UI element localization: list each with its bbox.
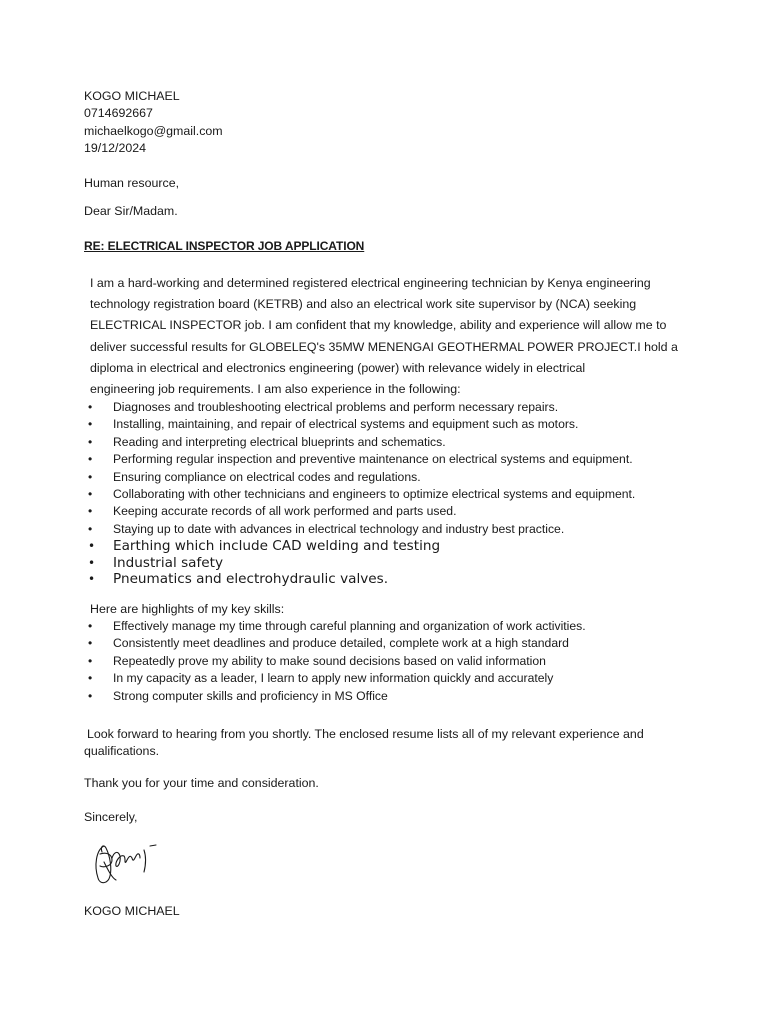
closing-line: qualifications. [84,744,160,758]
list-item: • Keeping accurate records of all work performed and parts used. [84,503,635,520]
signature-image [90,840,160,888]
intro-line: I am a hard-working and determined registered electrical engineering technician by Kenya engineering [90,276,651,290]
bullet-icon: • [88,619,93,633]
subject-line: RE: ELECTRICAL INSPECTOR JOB APPLICATION [84,239,365,253]
list-item: • Ensuring compliance on electrical codes and regulations. [84,469,635,486]
list-item: • Staying up to date with advances in electrical technology and industry best practice. [84,521,635,538]
bullet-icon: • [88,469,93,484]
bullet-icon: • [88,521,93,536]
list-item: • Collaborating with other technicians and engineers to optimize electrical systems and equipment. [84,486,635,503]
intro-line: engineering job requirements. I am also experience in the following: [90,382,461,397]
list-item: • Performing regular inspection and preventive maintenance on electrical systems and equipment. [84,451,635,468]
list-item: • Consistently meet deadlines and produce detailed, complete work at a high standard [84,635,586,652]
bullet-icon: • [88,487,93,502]
letter-date: 19/12/2024 [84,141,147,156]
signoff: Sincerely, [84,810,138,824]
intro-line: diploma in electrical and electronics engineering (power) with relevance widely in electrical [90,360,586,375]
list-item: • In my capacity as a leader, I learn to apply new information quickly and accurately [84,670,586,687]
sender-phone: 0714692667 [84,106,153,121]
skills-list [84,618,586,705]
signature-name: KOGO MICHAEL [84,904,180,918]
bullet-icon: • [88,636,93,651]
list-item: • Reading and interpreting electrical blueprints and schematics. [84,434,635,451]
bullet-icon: • [88,400,93,414]
list-item: • Repeatedly prove my ability to make sound decisions based on valid information [84,653,586,670]
sender-name: KOGO MICHAEL [84,89,180,103]
list-item: • Pneumatics and electrohydraulic valves. [88,571,389,588]
intro-line: ELECTRICAL INSPECTOR job. I am confident that my knowledge, ability and experience will allow me to [90,318,667,333]
recipient: Human resource, [84,176,180,190]
experience-list [84,399,635,588]
bullet-icon: • [88,434,93,449]
list-item: • Industrial safety [88,554,224,571]
bullet-icon: • [88,671,93,686]
bullet-icon: • [88,688,93,703]
skills-intro: Here are highlights of my key skills: [90,602,285,616]
salutation: Dear Sir/Madam. [84,204,178,218]
bullet-icon: • [88,504,93,519]
closing-line: Look forward to hearing from you shortly. The enclosed resume lists all of my relevant experience and [87,727,644,741]
thanks-line: Thank you for your time and consideration. [84,776,319,790]
sender-email: michaelkogo@gmail.com [84,123,223,138]
list-item: • Strong computer skills and proficiency in MS Office [84,688,586,705]
intro-line: deliver successful results for GLOBELEQ's 35MW MENENGAI GEOTHERMAL POWER PROJECT.I hold a [90,339,678,354]
sender-block [84,88,223,158]
bullet-icon: • [88,555,96,570]
list-item: • Earthing which include CAD welding and testing [88,538,441,555]
intro-paragraph [90,273,690,400]
bullet-icon: • [88,572,96,587]
list-item: • Effectively manage my time through careful planning and organization of work activities. [84,618,586,635]
intro-line: technology registration board (KETRB) and also an electrical work site supervisor by (NCA) seeking [90,297,637,312]
bullet-icon: • [88,539,96,554]
list-item: • Installing, maintaining, and repair of electrical systems and equipment such as motors. [84,416,635,433]
list-item: • Diagnoses and troubleshooting electrical problems and perform necessary repairs. [84,399,635,416]
bullet-icon: • [88,653,93,668]
bullet-icon: • [88,452,93,467]
bullet-icon: • [88,417,93,432]
